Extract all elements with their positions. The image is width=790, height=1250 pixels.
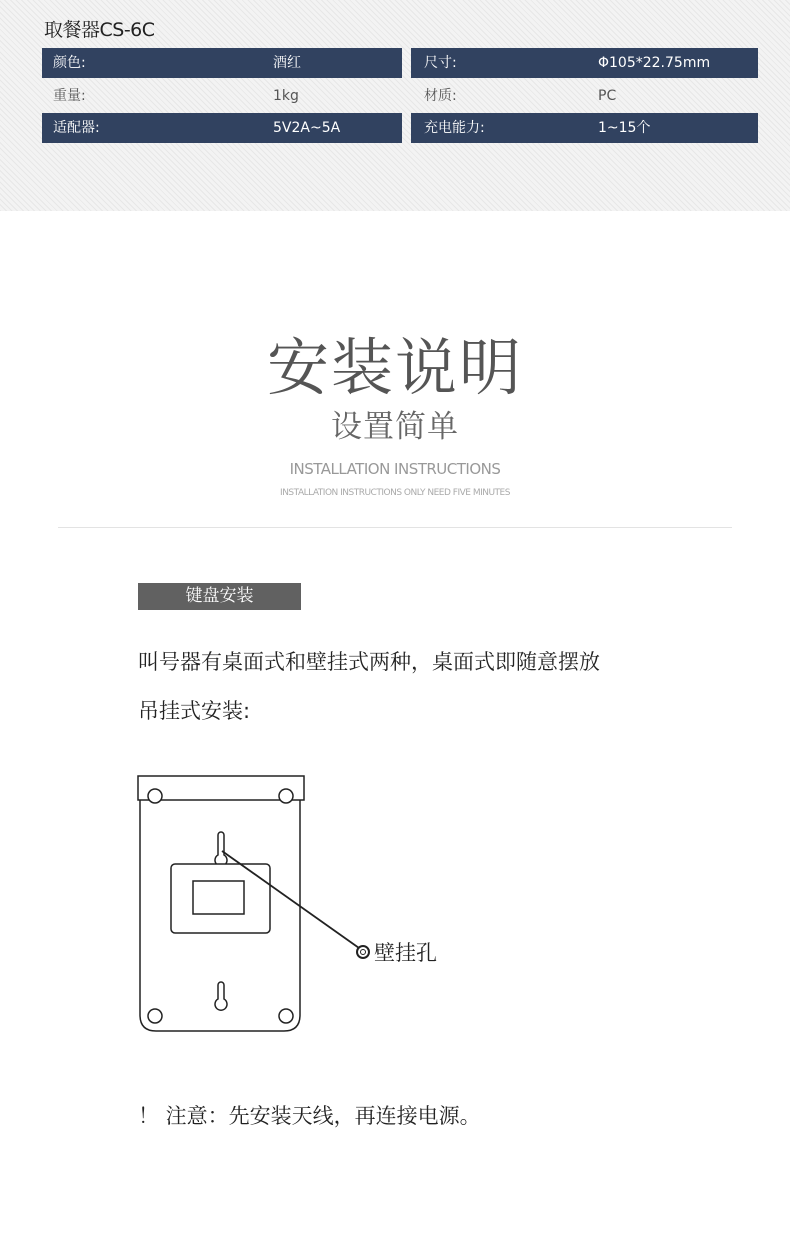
wall-hole-label bbox=[356, 937, 437, 967]
spec-row-weight bbox=[42, 81, 402, 111]
description-line-1: 叫号器有桌面式和壁挂式两种，桌面式即随意摆放 bbox=[138, 650, 600, 674]
wall-mount-diagram bbox=[128, 765, 368, 1040]
spec-label: 重量: bbox=[53, 88, 86, 104]
spec-row-size bbox=[411, 48, 758, 78]
spec-label: 尺寸: bbox=[424, 55, 457, 71]
spec-value: Φ105*22.75mm bbox=[598, 55, 711, 71]
spec-label: 充电能力: bbox=[424, 120, 485, 136]
spec-row-color bbox=[42, 48, 402, 78]
spec-value: 酒红 bbox=[273, 55, 301, 71]
screw-hole bbox=[279, 1009, 293, 1023]
label-window bbox=[193, 881, 244, 914]
screw-hole bbox=[279, 789, 293, 803]
target-icon bbox=[356, 945, 370, 959]
divider bbox=[58, 527, 732, 528]
spec-value: PC bbox=[598, 88, 617, 104]
keyhole-top bbox=[215, 832, 227, 866]
description-line-2: 吊挂式安装: bbox=[138, 699, 251, 723]
wall-hole-text: 壁挂孔 bbox=[374, 941, 437, 965]
spec-label: 颜色: bbox=[53, 55, 86, 71]
spec-row-material bbox=[411, 81, 758, 111]
install-title: 安装说明 bbox=[266, 331, 523, 404]
install-subtitle: 设置简单 bbox=[331, 409, 459, 445]
keyhole-bottom bbox=[215, 982, 227, 1010]
spec-row-charging bbox=[411, 113, 758, 143]
spec-label: 适配器: bbox=[53, 120, 100, 136]
screw-hole bbox=[148, 789, 162, 803]
spec-value: 5V2A~5A bbox=[273, 120, 341, 136]
spec-row-adapter bbox=[42, 113, 402, 143]
notice-text: ！ 注意：先安装天线，再连接电源。 bbox=[138, 1104, 481, 1128]
spec-label: 材质: bbox=[424, 88, 457, 104]
spec-section bbox=[0, 0, 790, 211]
install-en-title: INSTALLATION INSTRUCTIONS bbox=[289, 460, 501, 478]
screw-hole bbox=[148, 1009, 162, 1023]
spec-value: 1kg bbox=[273, 88, 299, 104]
product-title: 取餐器CS-6C bbox=[44, 19, 155, 41]
section-badge: 键盘安装 bbox=[138, 583, 301, 610]
spec-value: 1~15个 bbox=[598, 120, 651, 136]
install-en-subtitle: INSTALLATION INSTRUCTIONS ONLY NEED FIVE MINUTES bbox=[280, 488, 510, 498]
